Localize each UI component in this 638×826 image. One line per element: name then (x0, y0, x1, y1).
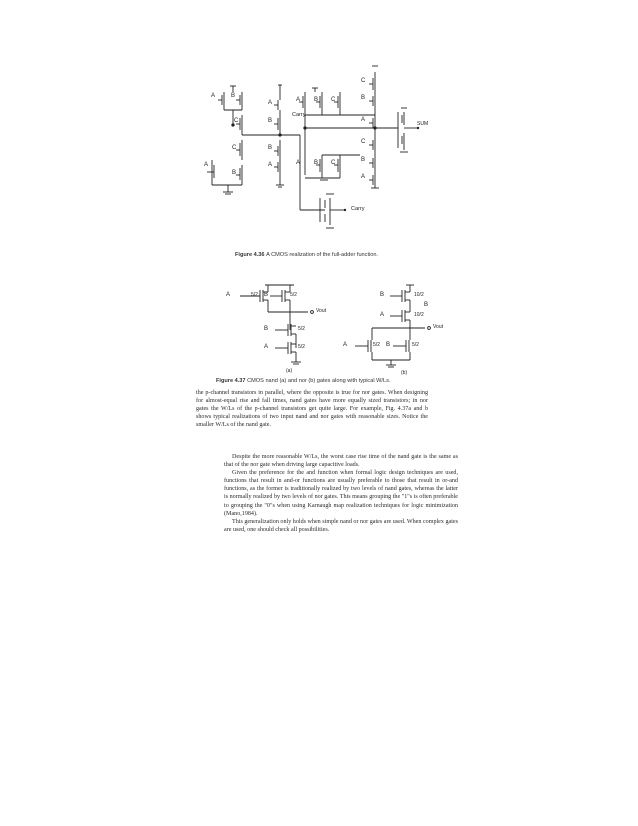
label-b: B (314, 97, 319, 103)
paragraph-generalization: This generalization only holds when simple nand or nor gates are used. When complex gates are used, one should check all possibilities. (224, 518, 458, 533)
nor-wl-pmos-a: 10/2 (414, 312, 424, 318)
nor-input-b: B (380, 292, 385, 298)
label-b: B (314, 160, 319, 166)
label-c: C (361, 139, 366, 145)
nor-vout: Vout (433, 324, 444, 330)
nand-sublabel: (a) (286, 368, 293, 374)
nand-wl-pmos-b: 5/2 (290, 292, 297, 298)
nor-input-a: A (380, 312, 385, 318)
label-c: C (234, 118, 239, 124)
label-c: C (361, 78, 366, 84)
nor-wl-pmos-b: 10/2 (414, 292, 424, 298)
nor-sublabel: (b) (401, 370, 408, 376)
nand-wl-nmos-a: 5/2 (298, 344, 305, 350)
label-carry-bar: Carry (292, 112, 306, 118)
label-a: A (268, 162, 273, 168)
nor-input-b: B (386, 342, 391, 348)
figure-4-36-number: Figure 4.36 (235, 252, 265, 258)
nor-wl-nmos-b: 5/2 (412, 342, 419, 348)
paragraph-block (224, 453, 458, 534)
label-b: B (268, 145, 273, 151)
label-b: B (232, 170, 237, 176)
label-a: A (268, 100, 273, 106)
paragraph-rise-time: Despite the more reasonable W/Ls, the worst case rise time of the nand gate is the same as that of the nor gate when driving large capacitive loads. (224, 454, 458, 469)
label-a: A (361, 174, 366, 180)
nand-wl-pmos-a: 5/2 (251, 292, 258, 298)
nand-wl-nmos-b: 5/2 (298, 326, 305, 332)
label-a: A (204, 162, 209, 168)
label-b: B (268, 118, 273, 124)
nor-series-label-b: B (424, 302, 429, 308)
label-a: A (296, 97, 301, 103)
nand-vout: Vout (316, 308, 327, 314)
label-b: B (361, 95, 366, 101)
label-b: B (231, 93, 236, 99)
nand-input-b: B (264, 326, 269, 332)
figure-4-37-number: Figure 4.37 (216, 378, 246, 384)
nor-wl-nmos-a: 5/2 (373, 342, 380, 348)
nand-input-a: A (264, 344, 269, 350)
label-sum: SUM (417, 121, 429, 127)
paragraph-wl-text: the p-channel transistors in parallel, where the opposite is true for nor gates. When designing for almost-equal rise and fall times, nand gates have more equally sized transistors; in nor gates the W/Ls of the p-channel transistors get quite large. For example, Fig. 4.37a and b shows typical realizations of two input nand and nor gates with reasonable sizes. Notice the smaller W/Ls of the nand gate. (196, 390, 428, 429)
label-a: A (296, 160, 301, 166)
paragraph-and-function: Given the preference for the and function when formal logic design techniques are used, functions that result in and-or functions are usually preferable to those that result in or-and functions, as the former is traditionally realized by two levels of nand gates, whereas the latter is normally realized by two levels of nor gates. This means grouping the "1"s is often preferable to grouping the "0"s when using Karnaugh map realization techniques for logic minimization (Mano,1984). (224, 470, 458, 517)
nand-input-b: B (264, 292, 269, 298)
label-c: C (331, 97, 336, 103)
paragraph-wl (196, 389, 428, 429)
label-b: B (361, 157, 366, 163)
label-a: A (361, 117, 366, 123)
figure-4-37-text: CMOS nand (a) and nor (b) gates along with typical W/Ls. (247, 378, 391, 384)
label-carry: Carry (351, 206, 365, 212)
label-c: C (232, 145, 237, 151)
figure-4-37-caption (216, 378, 390, 384)
label-a: A (211, 93, 216, 99)
nor-input-a: A (343, 342, 348, 348)
nand-input-a: A (226, 292, 231, 298)
figure-4-36-text: A CMOS realization of the full-adder function. (266, 252, 379, 258)
label-c: C (331, 160, 336, 166)
